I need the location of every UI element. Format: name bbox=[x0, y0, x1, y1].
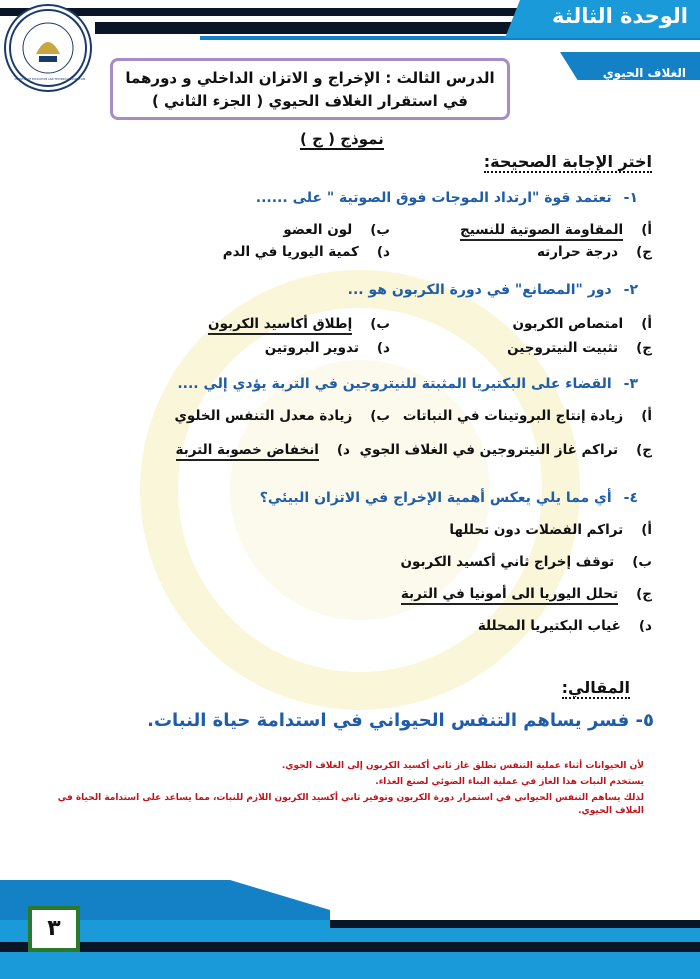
option-4b bbox=[400, 554, 652, 570]
question-number: ٣- bbox=[623, 376, 638, 392]
option-text: تدوير البروتين bbox=[264, 340, 359, 356]
option-1a bbox=[460, 222, 652, 238]
option-text: توقف إخراج ثاني أكسيد الكربون bbox=[400, 554, 615, 570]
option-text: إطلاق أكاسيد الكربون bbox=[208, 316, 352, 335]
option-letter: ج) bbox=[636, 442, 652, 458]
section-essay-heading: المقالي: bbox=[561, 678, 630, 697]
lesson-title-box bbox=[110, 58, 510, 120]
answer-line-1: لأن الحيوانات أثناء عملية التنفس تطلق غاز ثاني أكسيد الكربون إلى الغلاف الجوي. bbox=[281, 761, 644, 771]
answer-line-2: يستخدم النبات هذا الغاز في عملية البناء الضوئي لصنع الغذاء. bbox=[375, 777, 644, 787]
option-letter: د) bbox=[376, 244, 390, 260]
option-2c bbox=[507, 340, 652, 356]
option-text: تحلل اليوريا الى أمونيا في التربة bbox=[401, 586, 618, 605]
option-4c bbox=[401, 586, 652, 602]
question-4 bbox=[260, 490, 638, 506]
option-letter: ب) bbox=[370, 408, 390, 424]
unit-subtitle: الغلاف الحيوي bbox=[602, 66, 686, 80]
option-4a bbox=[449, 522, 652, 538]
option-text: المقاومة الصوتية للنسيج bbox=[460, 222, 623, 241]
question-text: القضاء على البكتيريا المثبتة للنيتروجين في التربة يؤدي إلي .... bbox=[177, 376, 612, 392]
option-letter: ب) bbox=[370, 222, 390, 238]
question-number: ٤- bbox=[623, 490, 638, 506]
option-text: زيادة معدل التنفس الخلوي bbox=[174, 408, 353, 424]
option-letter: أ) bbox=[641, 316, 652, 332]
option-text: تراكم الفضلات دون تحللها bbox=[449, 522, 624, 538]
option-text: تثبيت النيتروجين bbox=[507, 340, 619, 356]
option-text: امتصاص الكربون bbox=[512, 316, 624, 332]
option-letter: أ) bbox=[641, 222, 652, 238]
option-3d bbox=[176, 442, 351, 458]
option-letter: أ) bbox=[641, 522, 652, 538]
option-letter: ب) bbox=[632, 554, 652, 570]
lesson-title-line1: الدرس الثالث : الإخراج و الاتزان الداخلي و دورهما bbox=[125, 69, 495, 87]
question-2 bbox=[348, 282, 638, 298]
unit-title: الوحدة الثالثة bbox=[552, 4, 688, 28]
option-text: لون العضو bbox=[283, 222, 353, 238]
option-3b bbox=[175, 408, 390, 424]
option-letter: د) bbox=[638, 618, 652, 634]
ministry-logo bbox=[4, 4, 92, 92]
essay-question: ٥- فسر يساهم التنفس الحيواني في استدامة حياة النبات. bbox=[147, 710, 654, 731]
option-letter: ج) bbox=[636, 244, 652, 260]
logo-ring-text: MINISTRY OF EDUCATION AND TECHNICAL EDUCATION bbox=[14, 78, 86, 81]
answer-line-3: لذلك يساهم التنفس الحيواني في استمرار دورة الكربون وتوفير ثاني أكسيد الكربون اللازم للنبات، مما يساعد على استدامة الحياة في الغلاف الحيوي. bbox=[57, 793, 644, 816]
footer-decoration bbox=[0, 880, 700, 979]
question-text: دور "المصانع" في دورة الكربون هو ... bbox=[347, 282, 612, 298]
option-letter: د) bbox=[336, 442, 350, 458]
option-4d bbox=[478, 618, 652, 634]
option-letter: ج) bbox=[636, 340, 652, 356]
question-number: ٢- bbox=[623, 282, 638, 298]
option-text: انخفاض خصوبة التربة bbox=[176, 442, 319, 461]
page-number: ٣ bbox=[28, 906, 80, 952]
option-3a bbox=[403, 408, 652, 424]
model-label: نموذج ( ج ) bbox=[300, 130, 384, 148]
option-text: درجة حرارته bbox=[536, 244, 619, 260]
option-1d bbox=[223, 244, 390, 260]
option-3c bbox=[360, 442, 652, 458]
section-mcq-heading: اختر الإجابة الصحيحة: bbox=[483, 152, 652, 171]
option-2b bbox=[208, 316, 390, 332]
question-text: تعتمد قوة "ارتداد الموجات فوق الصوتية " على ...... bbox=[255, 190, 612, 206]
question-number: ١- bbox=[623, 190, 638, 206]
lesson-title-line2: في استقرار الغلاف الحيوي ( الجزء الثاني ) bbox=[151, 92, 469, 110]
option-text: زيادة إنتاج البروتينات في النباتات bbox=[402, 408, 624, 424]
question-3 bbox=[177, 376, 638, 392]
option-letter: ج) bbox=[636, 586, 652, 602]
question-1 bbox=[256, 190, 638, 206]
option-2a bbox=[512, 316, 652, 332]
option-text: تراكم غاز النيتروجين في الغلاف الجوي bbox=[359, 442, 619, 458]
option-1b bbox=[283, 222, 390, 238]
option-text: كمية اليوريا في الدم bbox=[222, 244, 359, 260]
option-letter: أ) bbox=[641, 408, 652, 424]
option-text: غياب البكتيريا المحللة bbox=[477, 618, 621, 634]
option-letter: د) bbox=[376, 340, 390, 356]
option-2d bbox=[265, 340, 390, 356]
option-1c bbox=[537, 244, 652, 260]
option-letter: ب) bbox=[370, 316, 390, 332]
question-text: أي مما يلي يعكس أهمية الإخراج في الاتزان البيئي؟ bbox=[259, 490, 612, 506]
